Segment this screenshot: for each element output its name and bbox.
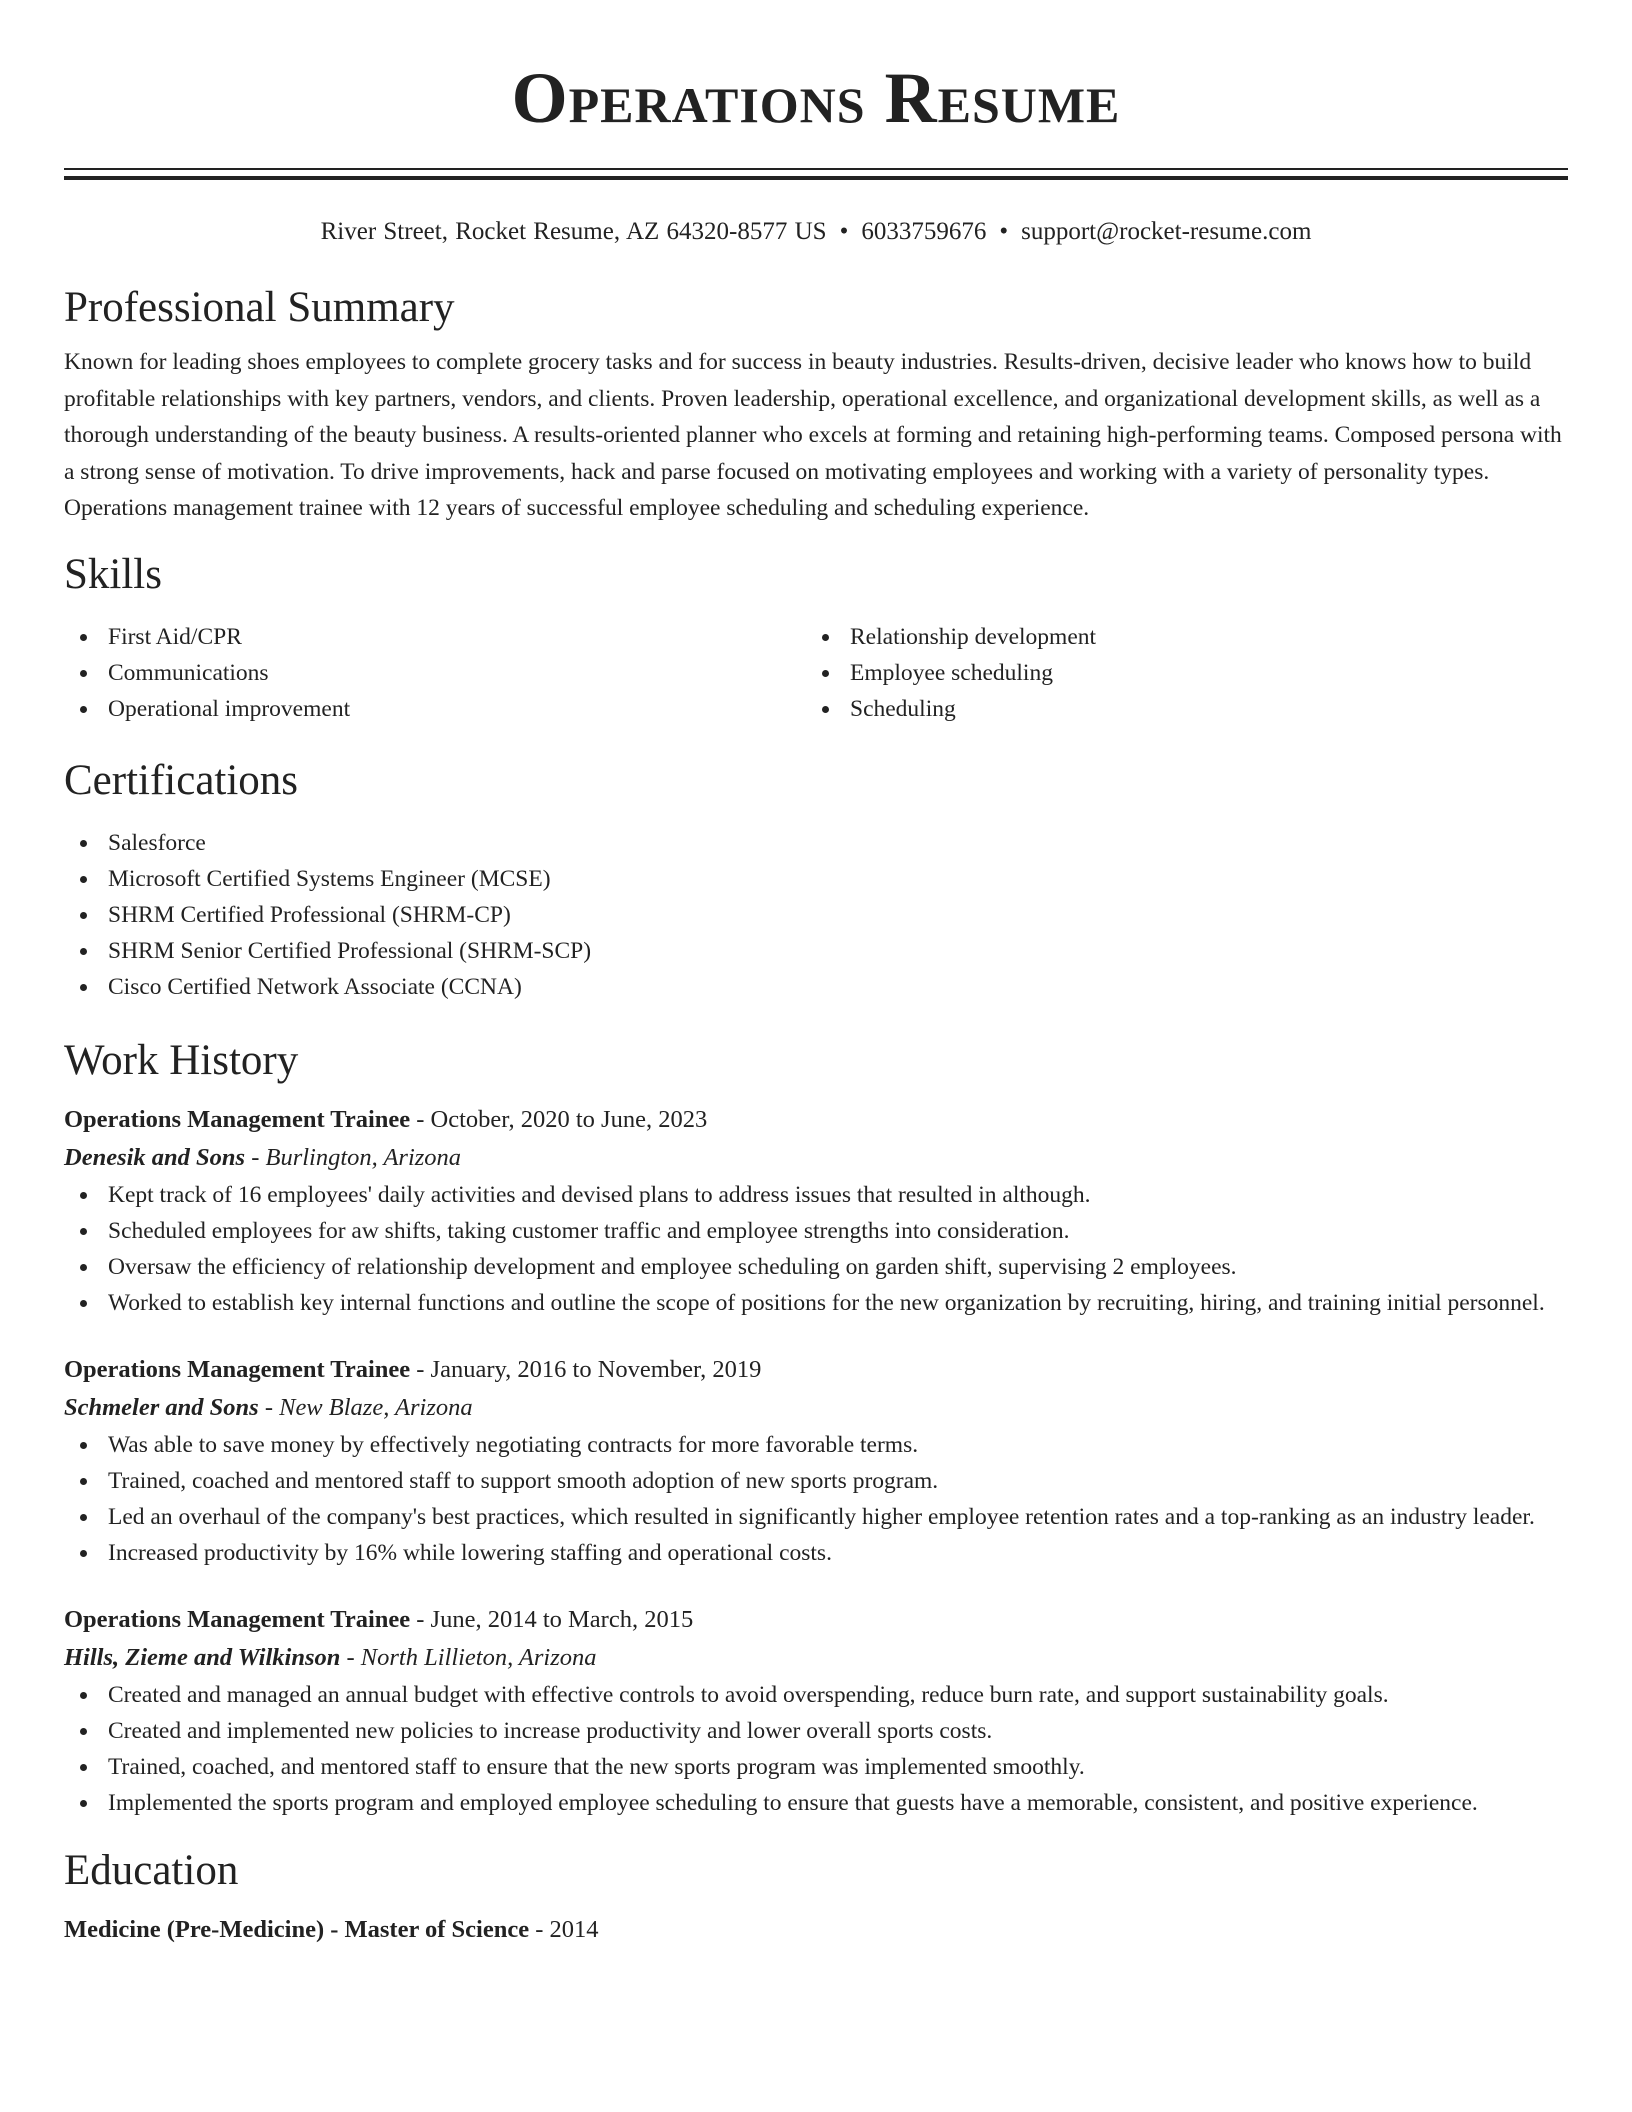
skills-section [64,549,1568,727]
contact-line [64,216,1568,248]
contact-email[interactable]: support@rocket-resume.com [1021,218,1312,245]
job-entry [64,1101,1568,1321]
job-role: Operations Management Trainee [64,1605,411,1633]
job-company: Hills, Zieme and Wilkinson [64,1643,341,1671]
job-title-line [64,1351,1568,1389]
job-bullet: Worked to establish key internal functions and outline the scope of positions for the new organization by recruiting, hiring, and training initial personnel. [64,1285,1568,1321]
work-history-section [64,1035,1568,1821]
job-bullet: Trained, coached and mentored staff to support smooth adoption of new sports program. [64,1463,1568,1499]
certifications-section [64,755,1568,1005]
summary-heading: Professional Summary [64,284,455,331]
job-title-line [64,1101,1568,1139]
job-bullet: Kept track of 16 employees' daily activities and devised plans to address issues that resulted in although. [64,1177,1568,1213]
job-dates: - January, 2016 to November, 2019 [410,1355,762,1383]
job-entry [64,1351,1568,1571]
summary-section [64,282,1568,527]
job-role: Operations Management Trainee [64,1355,411,1383]
page-title: Operations Resume [511,58,1121,138]
job-location: - New Blaze, Arizona [258,1393,473,1421]
certifications-list [64,825,1568,1005]
education-line [64,1911,1568,1949]
skill-item: First Aid/CPR [64,619,806,655]
job-bullet: Increased productivity by 16% while lowering staffing and operational costs. [64,1535,1568,1571]
contact-separator: • [999,218,1009,245]
job-entry [64,1601,1568,1821]
skill-item: Relationship development [806,619,1548,655]
skills-heading: Skills [64,550,162,598]
job-company: Denesik and Sons [64,1143,246,1171]
certification-item: Salesforce [64,825,1568,861]
education-year: - 2014 [529,1915,599,1943]
job-location: - North Lillieton, Arizona [340,1643,597,1671]
certification-item: Microsoft Certified Systems Engineer (MCSE) [64,861,1568,897]
skills-grid [64,619,1568,727]
job-bullet: Created and implemented new policies to increase productivity and lower overall sports costs. [64,1713,1568,1749]
job-company-line [64,1389,1568,1427]
certification-item: SHRM Certified Professional (SHRM-CP) [64,897,1568,933]
job-bullet: Implemented the sports program and employed employee scheduling to ensure that guests have a memorable, consistent, and positive experience. [64,1785,1568,1821]
contact-separator: • [839,218,849,245]
job-bullet: Led an overhaul of the company's best practices, which resulted in significantly higher employee retention rates and a top-ranking as an industry leader. [64,1499,1568,1535]
skills-list-right [806,619,1548,727]
title-divider [64,168,1568,180]
contact-phone: 6033759676 [861,218,987,245]
job-title-line [64,1601,1568,1639]
job-bullets [64,1177,1568,1321]
job-bullets [64,1427,1568,1571]
job-location: - Burlington, Arizona [245,1143,462,1171]
job-bullet: Scheduled employees for aw shifts, taking customer traffic and employee strengths into consideration. [64,1213,1568,1249]
job-bullet: Was able to save money by effectively negotiating contracts for more favorable terms. [64,1427,1568,1463]
skill-item: Communications [64,655,806,691]
certifications-heading: Certifications [64,756,299,804]
job-company-line [64,1139,1568,1177]
skill-item: Employee scheduling [806,655,1548,691]
skills-list-left [64,619,806,727]
job-bullet: Oversaw the efficiency of relationship development and employee scheduling on garden shift, supervising 2 employees. [64,1249,1568,1285]
certification-item: SHRM Senior Certified Professional (SHRM-SCP) [64,933,1568,969]
skill-item: Scheduling [806,691,1548,727]
education-heading: Education [64,1846,239,1894]
job-bullet: Created and managed an annual budget with effective controls to avoid overspending, reduce burn rate, and support sustainability goals. [64,1677,1568,1713]
skill-item: Operational improvement [64,691,806,727]
job-role: Operations Management Trainee [64,1105,411,1133]
contact-address: River Street, Rocket Resume, AZ 64320-8577 US [320,218,827,245]
education-degree: Medicine (Pre-Medicine) - Master of Science [64,1915,530,1943]
certification-item: Cisco Certified Network Associate (CCNA) [64,969,1568,1005]
job-company-line [64,1639,1568,1677]
summary-text: Known for leading shoes employees to complete grocery tasks and for success in beauty industries. Results-driven, decisive leader who knows how to build profitable relationships with key partners, vendors, and clients. Proven leadership, operational excellence, and organizational development skills, as well as a thorough understanding of the beauty business. A results-oriented planner who excels at forming and retaining high-performing teams. Composed persona with a strong sense of motivation. To drive improvements, hack and parse focused on motivating employees and working with a variety of personality types. Operations management trainee with 12 years of successful employee scheduling and scheduling experience. [64,349,1562,521]
work-history-heading: Work History [64,1036,299,1084]
job-company: Schmeler and Sons [64,1393,259,1421]
job-bullets [64,1677,1568,1821]
job-dates: - June, 2014 to March, 2015 [410,1605,694,1633]
job-bullet: Trained, coached, and mentored staff to ensure that the new sports program was implemented smoothly. [64,1749,1568,1785]
job-dates: - October, 2020 to June, 2023 [410,1105,708,1133]
education-section [64,1845,1568,1949]
